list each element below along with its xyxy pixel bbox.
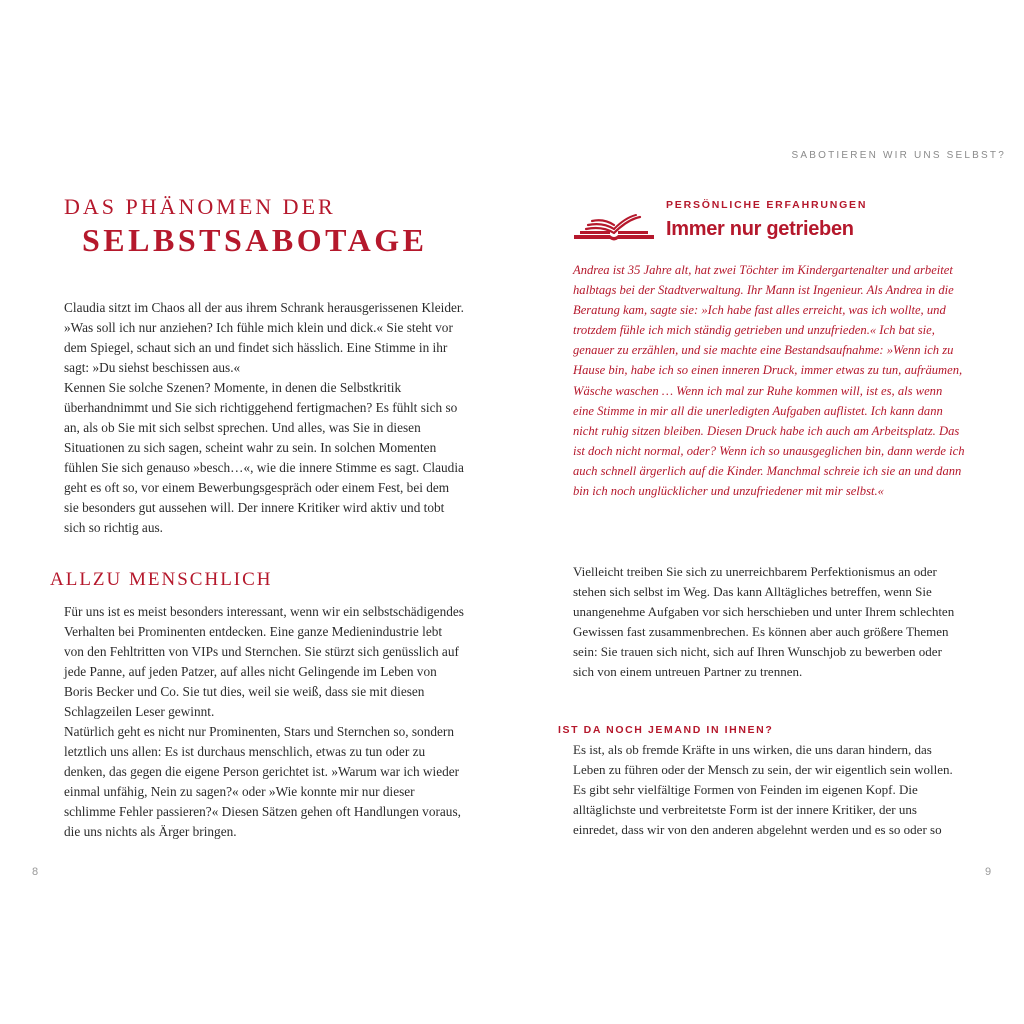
- experience-quote: Andrea ist 35 Jahre alt, hat zwei Töchter im Kindergartenalter und arbeitet halbtags bei der Stadtverwaltung. Ihr Mann ist Ingenieur. Als Andrea in die Beratung kam, sagte sie: »Ich habe fast alles erreicht, was ich wollte, und trotzdem fühle ich mich ständig getrieben und unzufrieden.« Ich bat sie, genauer zu erzählen, und sie machte eine Bestandsaufnahme: »Wenn ich zu Hause bin, habe ich so einen inneren Druck, immer etwas zu tun, aufräumen, Wäsche waschen … Wenn ich mal zur Ruhe kommen will, ist es, als wenn eine Stimme in mir all die unerledigten Aufgaben auflistet. Ich kann dann nicht ruhig sitzen bleiben. Diesen Druck habe ich auch am Arbeitsplatz. Das ist doch nicht normal, oder? Wenn ich so unausgeglichen bin, dann werde ich auch schnell ärgerlich auf die Kinder. Manchmal schreie ich sie an und dann bin ich noch unglücklicher und unzufriedener mit mir selbst.«: [573, 263, 965, 499]
- section-paragraph: Für uns ist es meist besonders interessant, wenn wir ein selbstschädigendes Verhalten bei Prominenten entdecken. Eine ganze Medienindustrie lebt von den Fehltritten von VIPs und Sternchen. Sie stürzt sich genüsslich auf jede Panne, auf jeden Patzer, auf alles nicht Gelingende im Leben von Boris Becker und Co. Sie tut dies, weil sie weiß, dass sie mit diesen Schlagzeilen Leser gewinnt.: [64, 604, 464, 719]
- page-number-right: 9: [985, 866, 992, 878]
- box-kicker: PERSÖNLICHE ERFAHRUNGEN: [666, 199, 868, 211]
- open-book-icon: [572, 213, 656, 243]
- intro-paragraph: Kennen Sie solche Szenen? Momente, in denen die Selbstkritik überhandnimmt und Sie sich richtiggehend fertigmachen? Es fühlt sich so an, als ob Sie mit sich selbst sprechen. Und alles, was Sie in diesen Situationen zu sich sagen, scheint wahr zu sein. In solchen Momenten fühlen Sie sich genauso »besch…«, wie die innere Stimme es sagt. Claudia geht es oft so, vor einem Bewerbungsgespräch oder einem Fest, bei dem sie besonders gut aussehen will. Der innere Kritiker wird aktiv und tobt sich so richtig aus.: [64, 380, 464, 535]
- chapter-title-line1: DAS PHÄNOMEN DER: [64, 194, 336, 219]
- page-number-left: 8: [32, 866, 39, 878]
- section-paragraph: Natürlich geht es nicht nur Prominenten, Stars und Sternchen so, sondern letztlich uns allen: Es ist durchaus menschlich, etwas zu tun oder zu denken, das gegen die eigene Person gerichtet ist. »Warum war ich wieder einmal unfähig, Nein zu sagen?« oder »Wie konnte mir nur dieser schlimme Fehler passieren?« Diesen Sätzen gehen oft Handlungen voraus, die uns nichts als Ärger bringen.: [64, 724, 461, 839]
- intro-text: [64, 298, 464, 538]
- subheading: IST DA NOCH JEMAND IN IHNEN?: [558, 724, 774, 736]
- right-paragraph-1: Vielleicht treiben Sie sich zu unerreichbarem Perfektionismus an oder stehen sich selbst im Weg. Das kann Alltägliches betreffen, wenn Sie unangenehme Aufgaben vor sich herschieben und unter Ihrem schlechten Gewissen fast zusammenbrechen. Es können aber auch größere Themen sein: Sie trauen sich nicht, sich auf Ihren Wunschjob zu bewerben oder sich von einem untreuen Partner zu trennen.: [573, 564, 955, 679]
- box-title: Immer nur getrieben: [666, 218, 854, 240]
- chapter-title-line2: SELBSTSABOTAGE: [82, 222, 428, 258]
- running-header: SABOTIEREN WIR UNS SELBST?: [791, 150, 1006, 161]
- right-paragraph-2: Es ist, als ob fremde Kräfte in uns wirken, die uns daran hindern, das Leben zu führen oder der Mensch zu sein, der wir eigentlich sein wollen. Es gibt sehr vielfältige Formen von Feinden im eigenen Kopf. Die alltäglichste und verbreitetste Form ist der innere Kritiker, der uns einredet, dass wir von den anderen abgelehnt werden und es so oder so: [573, 742, 953, 837]
- section-text: [64, 602, 464, 842]
- section-heading: ALLZU MENSCHLICH: [50, 569, 273, 590]
- intro-paragraph: Claudia sitzt im Chaos all der aus ihrem Schrank herausgerissenen Kleider. »Was soll ich nur anziehen? Ich fühle mich klein und dick.« Sie steht vor dem Spiegel, schaut sich an und findet sich hässlich. Eine Stimme in ihr sagt: »Du siehst beschissen aus.«: [64, 300, 464, 375]
